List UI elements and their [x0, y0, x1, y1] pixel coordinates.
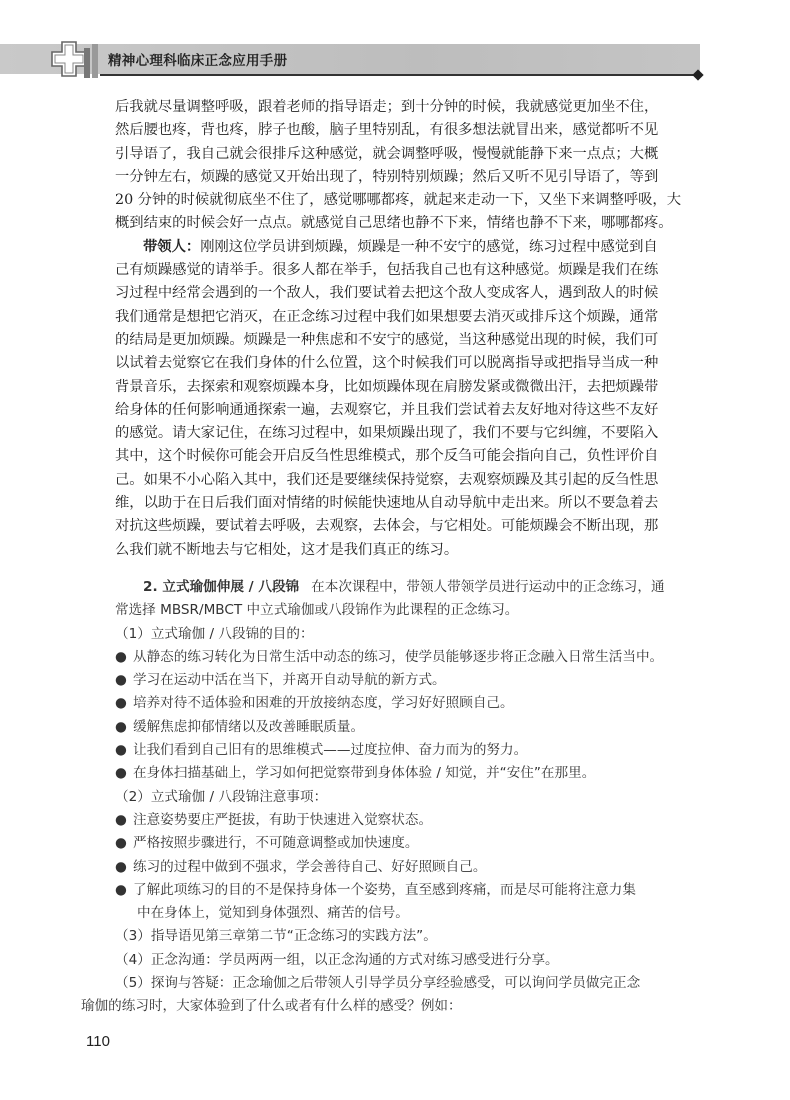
list-item: ● 培养对待不适体验和困难的开放接纳态度，学习好好照顾自己。 [115, 692, 705, 715]
text-line: 常选择 MBSR/MBCT 中立式瑜伽或八段锦作为此课程的正念练习。 [115, 602, 519, 619]
header-band [0, 44, 700, 74]
text-line: 己有烦躁感觉的请举手。很多人都在举手，包括我自己也有这种感觉。烦躁是我们在练 [115, 262, 659, 279]
text-line: 然后腰也疼，背也疼，脖子也酸，脑子里特别乱，有很多想法就冒出来，感觉都听不见 [115, 122, 659, 139]
list-item: ● 注意姿势要庄严挺拔，有助于快速进入觉察状态。 [115, 809, 705, 832]
bullet-icon: ● [115, 742, 127, 759]
text-line: 后我就尽量调整呼吸，跟着老师的指导语走；到十分钟的时候，我就感觉更加坐不住， [115, 99, 659, 115]
text-line: 给身体的任何影响通通探索一遍，去观察它，并且我们尝试着去友好地对待这些不友好 [115, 401, 659, 418]
bullet-icon: ● [115, 811, 127, 828]
text-line: 以试着去觉察它在我们身体的什么位置，这个时候我们可以脱离指导或把指导当成一种 [115, 355, 659, 372]
text-line: 己。如果不小心陷入其中，我们还是要继续保持觉察，去观察烦躁及其引起的反刍性思 [115, 471, 659, 488]
text-line: 习过程中经常会遇到的一个敌人，我们要试着去把这个敌人变成客人，遇到敌人的时候 [115, 285, 659, 302]
bullet-icon: ● [115, 765, 127, 782]
list-item: ● 练习的过程中做到不强求，学会善待自己、好好照顾自己。 [115, 856, 705, 879]
text-line: 对抗这些烦躁，要试着去呼吸，去观察，去体会，与它相处。可能烦躁会不断出现，那 [115, 518, 659, 535]
page-body [81, 96, 705, 1019]
text-line: 维，以助于在日后我们面对情绪的时候能快速地从自动导航中走出来。所以不要急着去 [115, 495, 659, 512]
bullet-icon: ● [115, 672, 127, 689]
header-rule [100, 74, 700, 76]
text-line: 引导语了，我自己就会很排斥这种感觉，就会调整呼吸，慢慢就能静下来一点点；大概 [115, 145, 659, 162]
section-intro-line: 2. 立式瑜伽伸展 / 八段锦 在本次课程中，带领人带领学员进行运动中的正念练习，通 [115, 576, 705, 599]
bullet-icon: ● [115, 835, 127, 852]
text-line: 瑜伽的练习时，大家体验到了什么或者有什么样的感受？例如： [81, 998, 462, 1015]
list-item: ● 在身体扫描基础上，学习如何把觉察带到身体体验 / 知觉，并“安住”在那里。 [115, 762, 705, 785]
text-line: 么我们就不断地去与它相处，这才是我们真正的练习。 [115, 541, 459, 558]
list-item-continuation: 中在身体上，觉知到身体强烈、痛苦的信号。 [137, 905, 409, 922]
text-line: 其中，这个时候你可能会开启反刍性思维模式，那个反刍可能会指向自己，负性评价自 [115, 448, 659, 465]
list-item: ● 让我们看到自己旧有的思维模式——过度拉伸、奋力而为的努力。 [115, 739, 705, 762]
medical-cross-icon [44, 38, 100, 80]
section-2 [81, 576, 705, 1019]
subsection-title: （4）正念沟通：学员两两一组，以正念沟通的方式对练习感受进行分享。 [115, 951, 559, 968]
list-item: ● 严格按照步骤进行，不可随意调整或加快速度。 [115, 832, 705, 855]
text-line: 我们通常是想把它消灭，在正念练习过程中我们如果想要去消灭或排斥这个烦躁，通常 [115, 308, 659, 325]
participant-narrative [115, 96, 705, 236]
bullet-icon: ● [115, 881, 127, 898]
running-header-title: 精神心理科临床正念应用手册 [108, 53, 288, 69]
text-line: 20 分钟的时候就彻底坐不住了，感觉哪哪都疼，就起来走动一下，又坐下来调整呼吸，大 [115, 192, 682, 209]
text-line: 的结局是更加烦躁。烦躁是一种焦虑和不安宁的感觉，当这种感觉出现的时候，我们可 [115, 331, 659, 348]
bullet-icon: ● [115, 718, 127, 735]
text-line: 概到结束的时候会好一点点。就感觉自己思绪也静不下来，情绪也静不下来，哪哪都疼。 [115, 215, 673, 232]
text-line: 的感觉。请大家记住，在练习过程中，如果烦躁出现了，我们不要与它纠缠，不要陷入 [115, 425, 659, 442]
bullet-icon: ● [115, 648, 127, 665]
section-heading: 2. 立式瑜伽伸展 / 八段锦 [143, 578, 300, 595]
bullet-icon: ● [115, 695, 127, 712]
list-item: ● 了解此项练习的目的不是保持身体一个姿势，直至感到疼痛，而是尽可能将注意力集 [115, 879, 705, 902]
subsection-title: （5）探询与答疑：正念瑜伽之后带领人引导学员分享经验感受，可以询问学员做完正念 [115, 974, 641, 991]
list-item: ● 学习在运动中活在当下，并离开自动导航的新方式。 [115, 669, 705, 692]
text-line: 一分钟左右，烦躁的感觉又开始出现了，特别特别烦躁；然后又听不见引导语了，等到 [115, 168, 659, 185]
subsection-title: （2）立式瑜伽 / 八段锦注意事项： [115, 788, 328, 805]
subsection-title: （3）指导语见第三章第二节“正念练习的实践方法”。 [115, 928, 437, 945]
bullet-icon: ● [115, 858, 127, 875]
list-item: ● 从静态的练习转化为日常生活中动态的练习，使学员能够逐步将正念融入日常生活当中。 [115, 646, 705, 669]
list-item: ● 缓解焦虑抑郁情绪以及改善睡眠质量。 [115, 716, 705, 739]
leader-label: 带领人： [143, 238, 201, 255]
page-number: 110 [86, 1033, 110, 1050]
leader-response [115, 236, 705, 562]
subsection-title: （1）立式瑜伽 / 八段锦的目的： [115, 625, 314, 642]
text-line: 带领人： 刚刚这位学员讲到烦躁，烦躁是一种不安宁的感觉，练习过程中感觉到自 [115, 236, 705, 259]
text-line: 背景音乐，去探索和观察烦躁本身，比如烦躁体现在肩膀发紧或微微出汗，去把烦躁带 [115, 378, 659, 395]
